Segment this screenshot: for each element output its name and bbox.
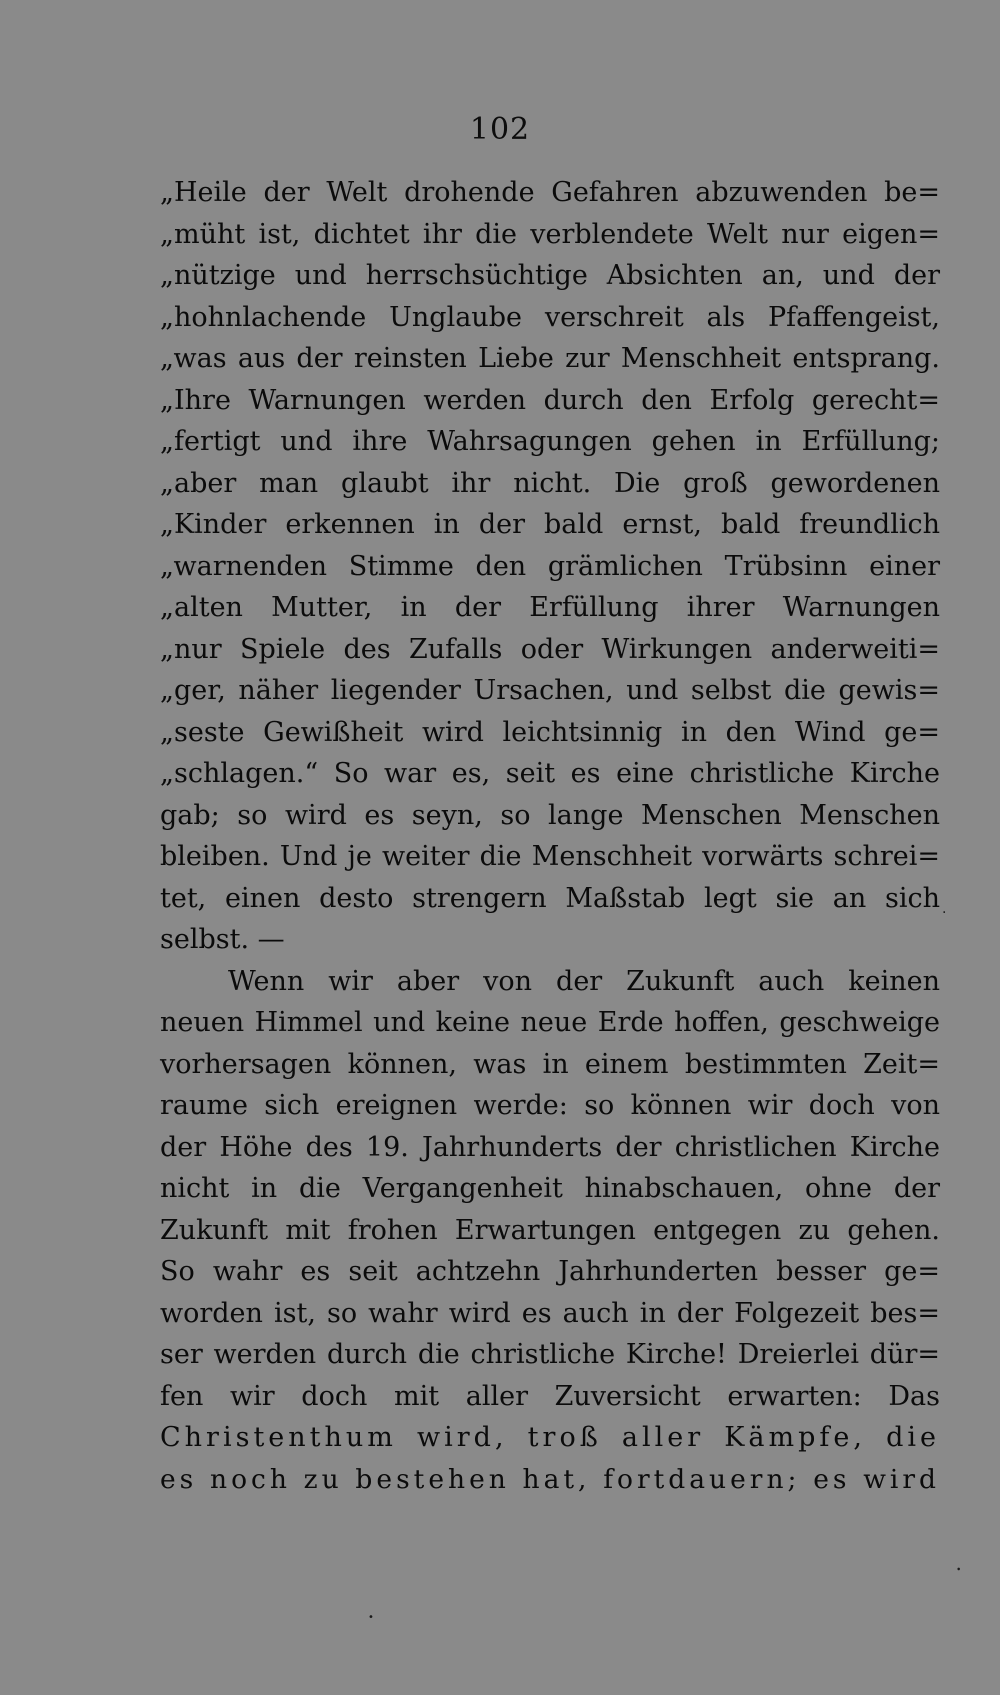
text-line-19: selbst. — — [160, 924, 285, 955]
scan-speck-mark: ⸱ — [956, 1557, 962, 1581]
text-line-12: „nur Spiele des Zufalls oder Wirkungen anderweiti= — [160, 633, 940, 665]
text-line-10: „warnenden Stimme den grämlichen Trübsinn einer — [160, 550, 940, 582]
text-line-29: ser werden durch die christliche Kirche! Dreierlei dür= — [160, 1339, 940, 1370]
scan-speck-mark: • — [368, 1612, 374, 1623]
text-line-7: „fertigt und ihre Wahrsagungen gehen in Erfüllung; — [160, 426, 940, 457]
text-line-17: bleiben. Und je weiter die Menschheit vorwärts schrei= — [160, 841, 940, 872]
text-line-28: worden ist, so wahr wird es auch in der Folgezeit bes= — [160, 1297, 940, 1329]
text-line-25: nicht in die Vergangenheit hinabschauen, ohne der — [160, 1173, 940, 1204]
text-line-31: Christenthum wird, troß aller Kämpfe, die — [160, 1422, 940, 1453]
text-line-24: der Höhe des 19. Jahrhunderts der christlichen Kirche — [160, 1131, 940, 1163]
text-line-9: „Kinder erkennen in der bald ernst, bald freundlich — [160, 509, 940, 540]
text-line-20: Wenn wir aber von der Zukunft auch keinen — [228, 965, 940, 997]
text-line-5: „was aus der reinsten Liebe zur Menschheit entsprang. — [160, 343, 940, 374]
text-line-30: fen wir doch mit aller Zuversicht erwarten: Das — [160, 1380, 940, 1412]
scan-speck-mark: · — [942, 905, 947, 921]
text-line-2: „müht ist, dichtet ihr die verblendete Welt nur eigen= — [160, 218, 940, 250]
text-line-21: neuen Himmel und keine neue Erde hoffen, geschweige — [160, 1007, 940, 1038]
text-line-13: „ger, näher liegender Ursachen, und selbst die gewis= — [160, 675, 940, 706]
text-line-15: „schlagen.“ So war es, seit es eine christliche Kirche — [160, 758, 940, 789]
text-line-32: es noch zu bestehen hat, fortdauern; es wird — [160, 1463, 940, 1495]
page-number: 102 — [469, 112, 531, 147]
text-line-3: „nützige und herrschsüchtige Absichten an, und der — [160, 260, 940, 291]
text-line-4: „hohnlachende Unglaube verschreit als Pfaffengeist, — [160, 301, 940, 333]
text-line-8: „aber man glaubt ihr nicht. Die groß gewordenen — [160, 467, 940, 499]
text-line-23: raume sich ereignen werde: so können wir doch von — [160, 1090, 940, 1121]
text-line-14: „seste Gewißheit wird leichtsinnig in den Wind ge= — [160, 716, 940, 748]
text-line-26: Zukunft mit frohen Erwartungen entgegen zu gehen. — [160, 1214, 940, 1246]
text-line-11: „alten Mutter, in der Erfüllung ihrer Warnungen — [160, 592, 940, 623]
text-line-1: „Heile der Welt drohende Gefahren abzuwenden be= — [160, 177, 940, 208]
text-line-18: tet, einen desto strengern Maßstab legt sie an sich — [160, 882, 940, 914]
body-text — [160, 172, 940, 1500]
text-line-22: vorhersagen können, was in einem bestimmten Zeit= — [160, 1048, 940, 1080]
text-line-16: gab; so wird es seyn, so lange Menschen Menschen — [160, 799, 940, 831]
text-line-6: „Ihre Warnungen werden durch den Erfolg gerecht= — [160, 384, 940, 416]
text-line-27: So wahr es seit achtzehn Jahrhunderten besser ge= — [160, 1256, 940, 1287]
